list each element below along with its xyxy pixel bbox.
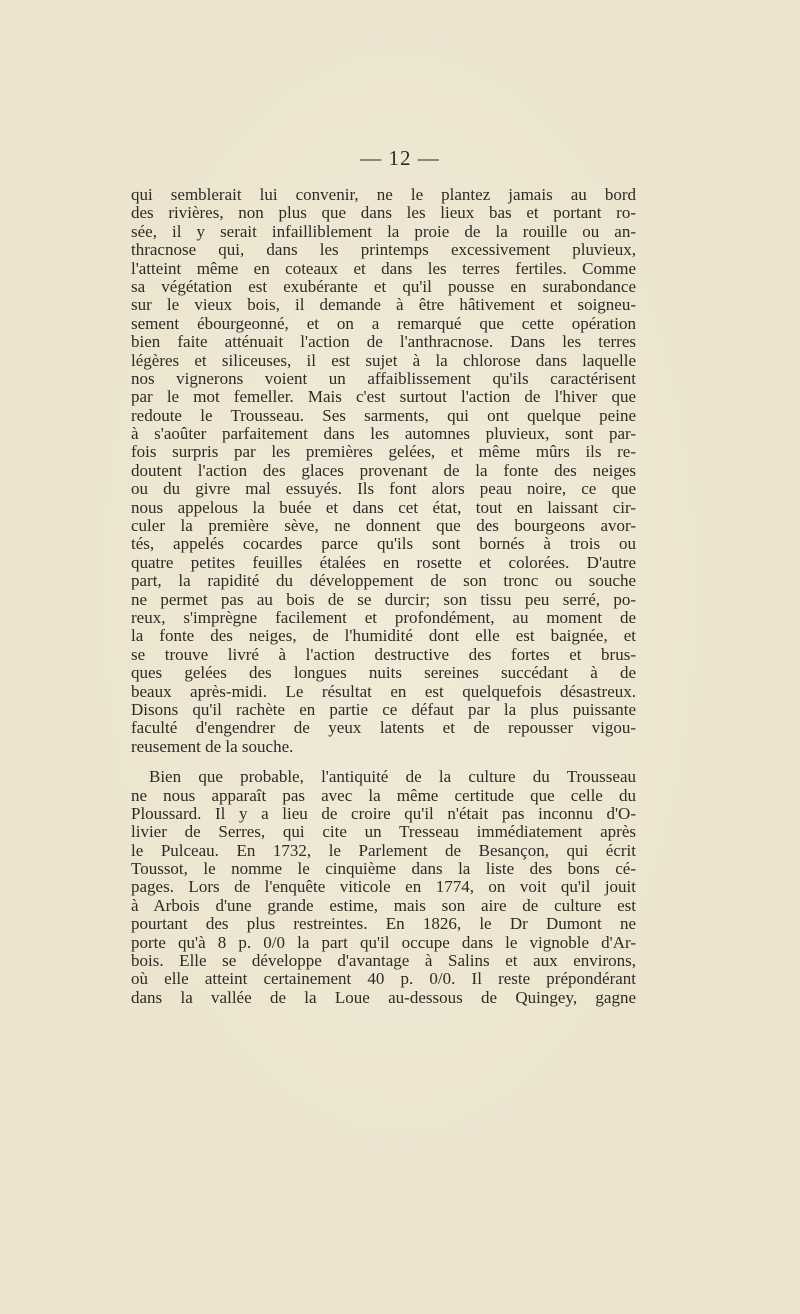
text-line: livier de Serres, qui cite un Tresseau immédiatement après — [131, 822, 636, 842]
text-line: à Arbois d'une grande estime, mais son aire de culture est — [131, 895, 636, 915]
text-line: sa végétation est exubérante et qu'il pousse en surabondance — [131, 276, 636, 296]
text-line: Disons qu'il rachète en partie ce défaut par la plus puissante — [131, 699, 636, 719]
text-line: le Pulceau. En 1732, le Parlement de Besançon, qui écrit — [131, 840, 636, 860]
text-line: nos vignerons voient un affaiblissement qu'ils caractérisent — [131, 368, 636, 388]
text-line: par le mot femeller. Mais c'est surtout l'action de l'hiver que — [131, 387, 636, 407]
body-text — [131, 186, 636, 1007]
text-line: sement ébourgeonné, et on a remarqué que cette opération — [131, 313, 636, 333]
text-line: part, la rapidité du développement de son tronc ou souche — [131, 571, 636, 591]
text-line: beaux après-midi. Le résultat en est quelquefois désastreux. — [131, 681, 636, 701]
paragraph-2 — [131, 768, 636, 1007]
page-number: — 12 — — [360, 146, 440, 170]
text-line: faculté d'engendrer de yeux latents et de repousser vigou- — [131, 718, 636, 738]
text-line: sur le vieux bois, il demande à être hâtivement et soigneu- — [131, 295, 636, 315]
text-line: reusement de la souche. — [131, 736, 294, 756]
text-line: thracnose qui, dans les printemps excessivement pluvieux, — [131, 240, 636, 260]
text-line: tés, appelés cocardes parce qu'ils sont bornés à trois ou — [131, 534, 636, 554]
text-line: reux, s'imprègne facilement et profondément, au moment de — [131, 607, 636, 627]
text-line: la fonte des neiges, de l'humidité dont elle est baignée, et — [131, 626, 636, 646]
text-line: pourtant des plus restreintes. En 1826, le Dr Dumont ne — [131, 914, 636, 934]
text-line: nous appelous la buée et dans cet état, tout en laissant cir- — [131, 497, 636, 517]
text-line: bien faite atténuait l'action de l'anthracnose. Dans les terres — [131, 332, 636, 352]
text-line: fois surpris par les premières gelées, et même mûrs ils re- — [131, 442, 636, 462]
text-line: doutent l'action des glaces provenant de la fonte des neiges — [131, 460, 636, 480]
text-line: porte qu'à 8 p. 0/0 la part qu'il occupe dans le vignoble d'Ar- — [131, 932, 636, 952]
text-line: où elle atteint certainement 40 p. 0/0. Il reste prépondérant — [131, 969, 636, 989]
text-line: l'atteint même en coteaux et dans les terres fertiles. Comme — [131, 258, 636, 278]
text-line: Toussot, le nomme le cinquième dans la liste des bons cé- — [131, 859, 636, 879]
text-line: redoute le Trousseau. Ses sarments, qui ont quelque peine — [131, 405, 636, 425]
text-line: légères et siliceuses, il est sujet à la chlorose dans laquelle — [131, 350, 636, 370]
text-line: dans la vallée de la Loue au-dessous de Quingey, gagne — [131, 987, 636, 1007]
text-line: pages. Lors de l'enquête viticole en 1774, on voit qu'il jouit — [131, 877, 636, 897]
text-line: à s'aoûter parfaitement dans les automnes pluvieux, sont par- — [131, 424, 636, 444]
text-line: culer la première sève, ne donnent que des bourgeons avor- — [131, 516, 636, 536]
text-line: ne nous apparaît pas avec la même certitude que celle du — [131, 785, 636, 805]
text-line: se trouve livré à l'action destructive des fortes et brus- — [131, 644, 636, 664]
text-line: quatre petites feuilles étalées en rosette et colorées. D'autre — [131, 552, 636, 572]
text-line: des rivières, non plus que dans les lieux bas et portant ro- — [131, 203, 636, 223]
text-line: qui semblerait lui convenir, ne le plantez jamais au bord — [131, 185, 636, 204]
text-line: ques gelées des longues nuits sereines succédant à de — [131, 663, 636, 683]
text-line: bois. Elle se développe d'avantage à Salins et aux environs, — [131, 951, 636, 971]
paragraph-1 — [131, 186, 636, 756]
text-line: ne permet pas au bois de se durcir; son tissu peu serré, po- — [131, 589, 636, 609]
text-line: ou du givre mal essuyés. Ils font alors peau noire, ce que — [131, 479, 636, 499]
text-line: Bien que probable, l'antiquité de la culture du Trousseau — [149, 767, 636, 787]
text-line: sée, il y serait infailliblement la proie de la rouille ou an- — [131, 221, 636, 241]
text-line: Ploussard. Il y a lieu de croire qu'il n'était pas inconnu d'O- — [131, 803, 636, 823]
